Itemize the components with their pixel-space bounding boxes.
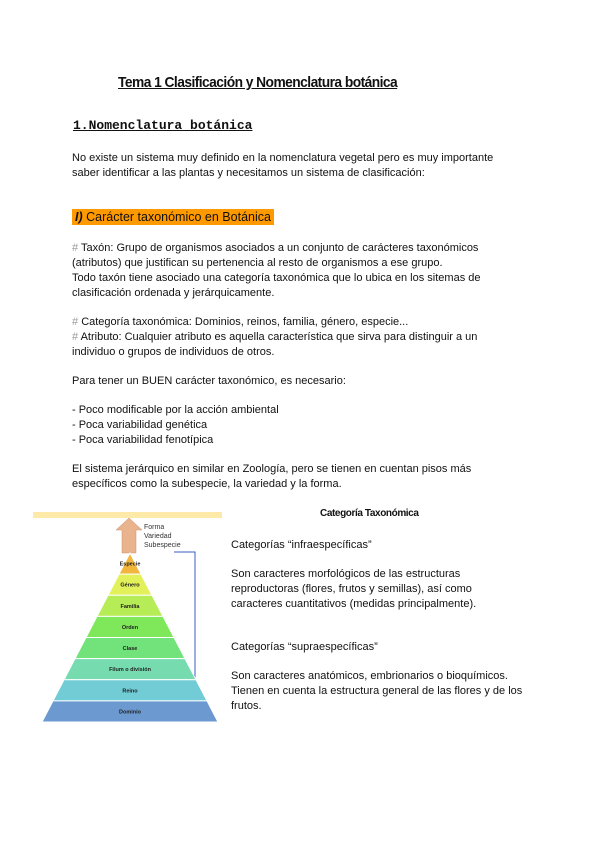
paragraph-line: (atributos) que justifican su pertenencia al resto de organismos a ese grupo.	[72, 257, 443, 269]
pyramid-level-label: Dominio	[119, 709, 141, 716]
supra-title: Categorías “supraespecíficas”	[231, 641, 378, 653]
pyramid-level-label: Filum o división	[109, 667, 151, 674]
document-title: Tema 1 Clasificación y Nomenclatura botánica	[118, 74, 398, 91]
text: Categoría taxonómica: Dominios, reinos, familia, género, especie...	[81, 316, 409, 328]
section-heading: 1.Nomenclatura botánica	[73, 118, 253, 133]
subsection-number: I)	[75, 210, 83, 224]
figure-caption-title: Categoría Taxonómica	[320, 508, 419, 519]
subsection-label: Carácter taxonómico en Botánica	[86, 210, 271, 224]
paragraph-line: Para tener un BUEN carácter taxonómico, es necesario:	[72, 375, 346, 387]
list-item: - Poca variabilidad genética	[72, 419, 208, 431]
pyramid-level-label: Especie	[119, 561, 141, 568]
paragraph-line: caracteres cuantitativos (medidas principalmente).	[231, 598, 477, 610]
paragraph-line: individuo o grupos de individuos de otros.	[72, 346, 275, 358]
paragraph-line: clasificación ordenada y jerárquicamente.	[72, 287, 275, 299]
paragraph-line: frutos.	[231, 700, 262, 712]
intro-line: saber identificar a las plantas y necesitamos un sistema de clasificación:	[72, 167, 425, 179]
paragraph-line: Son caracteres anatómicos, embrionarios o bioquímicos.	[231, 670, 508, 682]
taxonomy-pyramid-figure	[0, 0, 240, 730]
arrow-label: Forma	[144, 524, 165, 531]
text: Atributo: Cualquier atributo es aquella característica que sirva para distinguir a un	[80, 331, 478, 343]
arrow-label: Subespecie	[144, 542, 181, 549]
paragraph-line: específicos como la subespecie, la variedad y la forma.	[72, 478, 342, 490]
hash-mark: #	[72, 316, 79, 328]
paragraph-line: reproductoras (flores, frutos y semillas), así como	[231, 583, 472, 595]
hash-mark: #	[72, 331, 79, 343]
paragraph-line: Son caracteres morfológicos de las estructuras	[231, 568, 461, 580]
list-item: - Poca variabilidad fenotípica	[72, 434, 214, 446]
pyramid-graphic	[0, 0, 240, 730]
hash-mark: #	[72, 242, 79, 254]
infra-title: Categorías “infraespecíficas”	[231, 539, 372, 551]
pyramid-level-label: Género	[120, 582, 140, 589]
pyramid-level-label: Clase	[122, 646, 138, 653]
intro-line: No existe un sistema muy definido en la nomenclatura vegetal pero es muy importante	[72, 152, 494, 164]
pyramid-level-label: Familia	[120, 603, 140, 610]
arrow-label: Variedad	[144, 533, 172, 540]
paragraph-line: Todo taxón tiene asociado una categoría taxonómica que lo ubica en los sitemas de	[72, 272, 481, 284]
paragraph-line: El sistema jerárquico en similar en Zoología, pero se tienen en cuentan pisos más	[72, 463, 472, 475]
top-bar	[33, 512, 222, 518]
pyramid-level-label: Reino	[122, 688, 138, 695]
arrow-up-icon	[116, 518, 142, 553]
paragraph-line: Tienen en cuenta la estructura general de las flores y de los	[231, 685, 523, 697]
pyramid-level-label: Orden	[121, 624, 139, 631]
text: Taxón: Grupo de organismos asociados a un conjunto de carácteres taxonómicos	[80, 242, 479, 254]
list-item: - Poco modificable por la acción ambiental	[72, 404, 279, 416]
